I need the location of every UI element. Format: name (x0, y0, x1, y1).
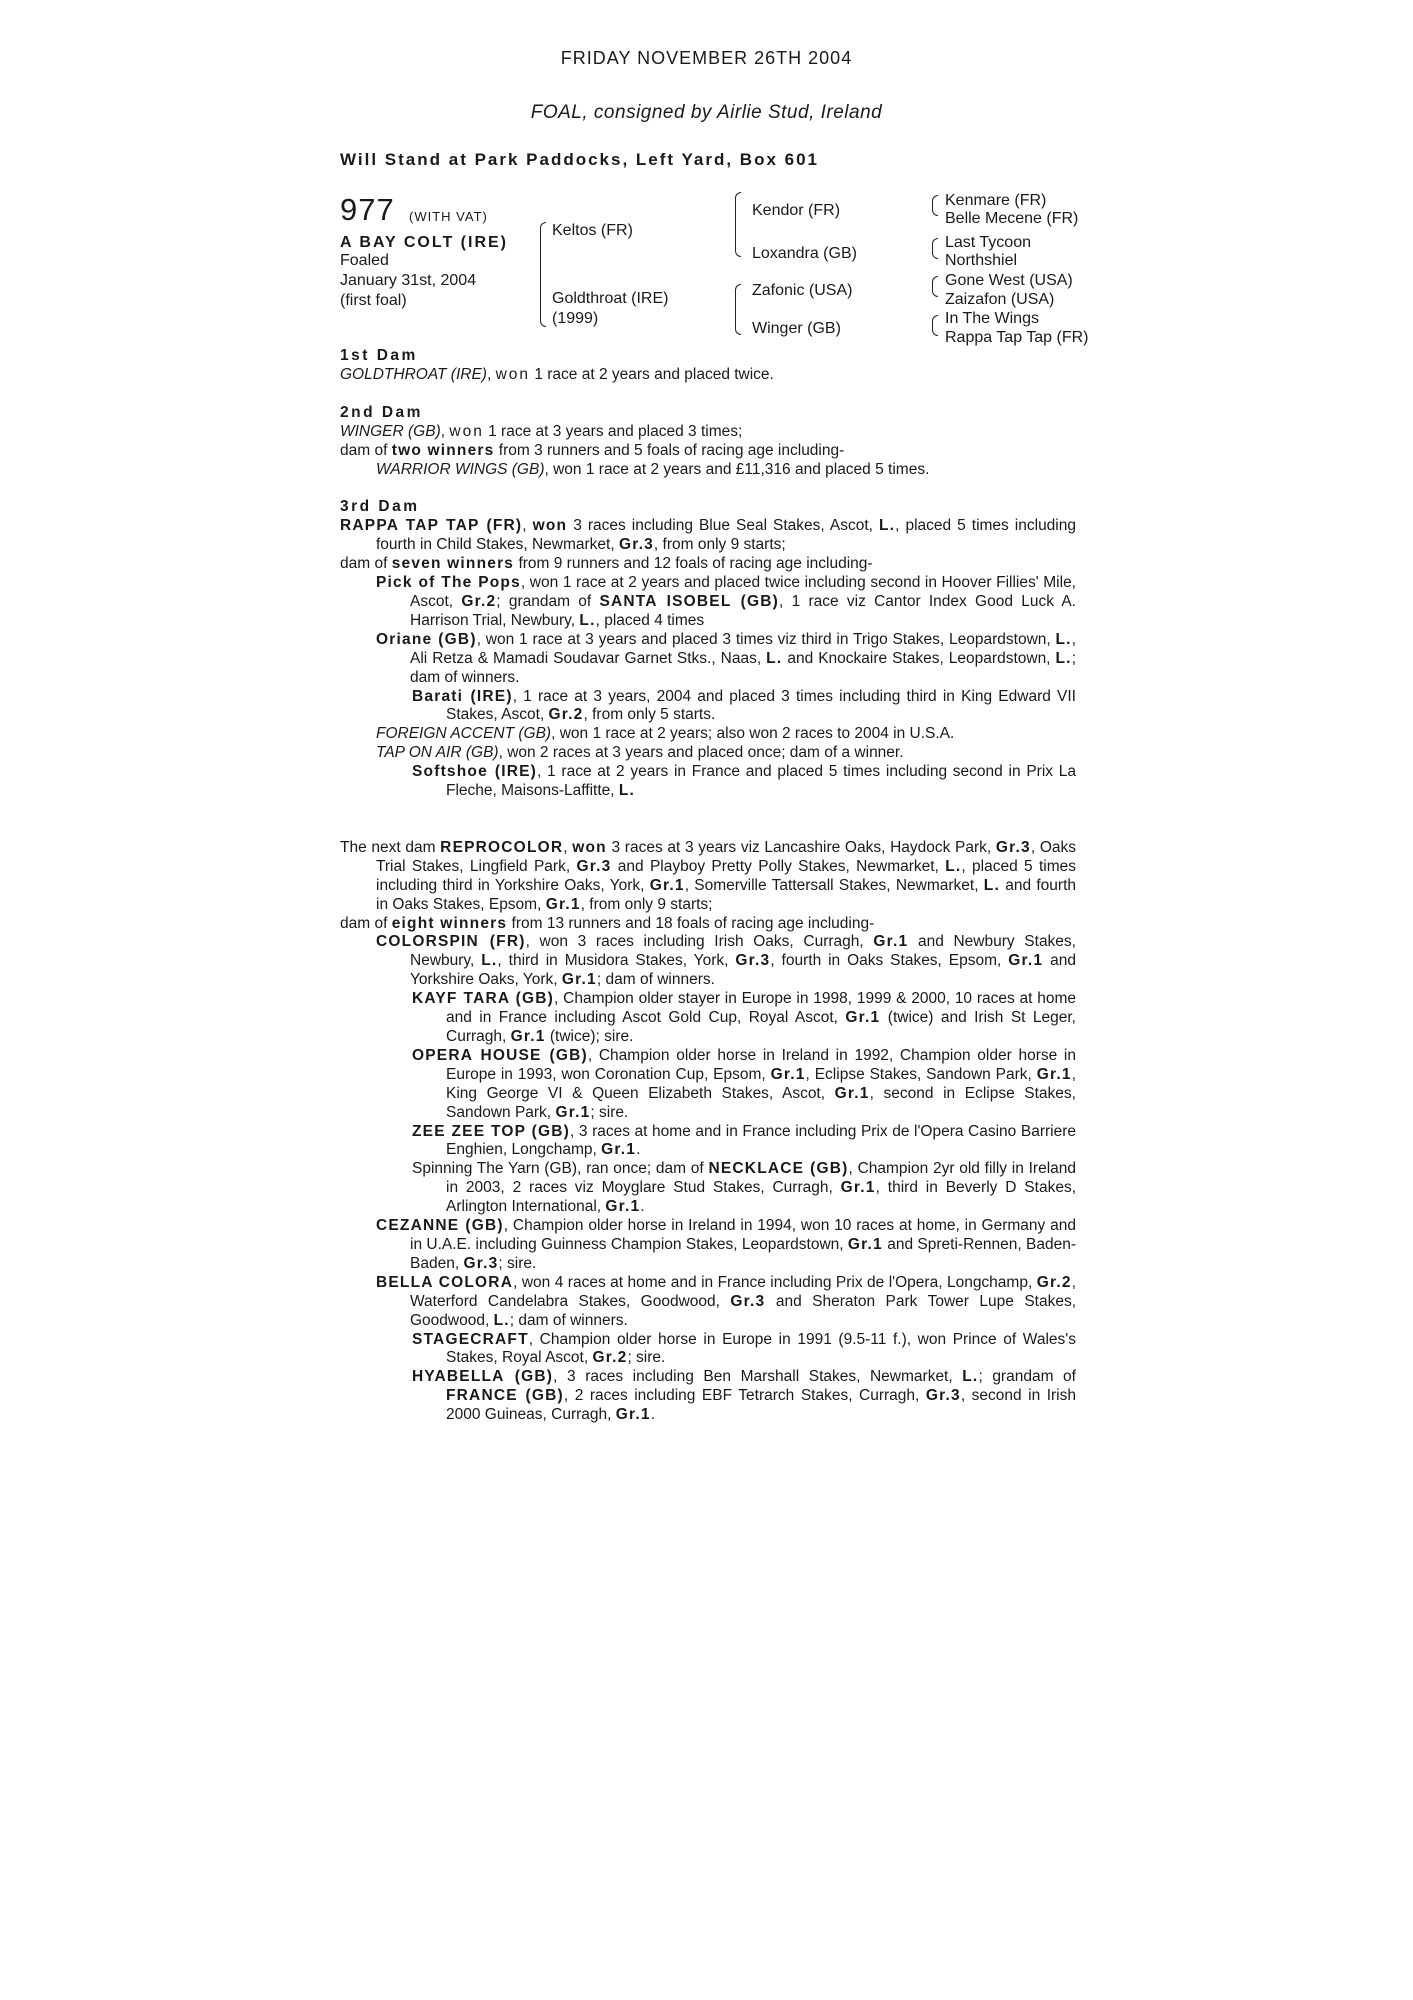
produce-name: CEZANNE (GB) (376, 1217, 504, 1235)
grade: L. (878, 517, 896, 535)
grade: Gr.1 (840, 1179, 876, 1197)
grade: Gr.1 (545, 895, 581, 913)
text: , third in Beverly D Stakes, Arlington International, (446, 1179, 1076, 1216)
vat-label: (WITH VAT) (409, 209, 488, 224)
next-dam-produce-summary (340, 915, 1076, 934)
sire-dam-name: Loxandra (GB) (752, 245, 857, 262)
grade: Gr.3 (735, 952, 771, 970)
produce-name: FRANCE (GB) (446, 1387, 564, 1405)
pedigree-brace (932, 205, 938, 216)
text: 3 races at 3 years viz Lancashire Oaks, Haydock Park, (606, 838, 996, 856)
ancestor-2: Belle Mecene (FR) (945, 210, 1079, 227)
dam-sire-name: Zafonic (USA) (752, 282, 853, 299)
produce-name: NECKLACE (GB) (708, 1160, 849, 1178)
third-dam-produce-summary (340, 555, 1076, 574)
text: and Spreti-Rennen, Baden-Baden, (410, 1235, 1076, 1272)
entry-text: 1 race at 3 years and placed 3 times; (483, 422, 743, 440)
text: , Oaks Trial Stakes, Lingfield Park, (376, 838, 1077, 875)
dam-name: REPROCOLOR (440, 838, 564, 856)
produce-name: Softshoe (IRE) (412, 763, 538, 781)
produce-entry (376, 1273, 1077, 1331)
second-dam-produce-summary (340, 442, 1076, 461)
produce-name: STAGECRAFT (412, 1330, 529, 1348)
text: and Playboy Pretty Polly Stakes, Newmarket, (611, 857, 946, 875)
text: ; grandam of (978, 1368, 1076, 1386)
text: . (636, 1141, 641, 1159)
text: , from only 9 starts; (580, 895, 713, 913)
pedigree-brace (932, 248, 938, 259)
grade: Gr.1 (1036, 1065, 1072, 1083)
text: , won 4 races at home and in France including Prix de l'Opera, Longchamp, (513, 1273, 1037, 1291)
text: from 9 runners and 12 foals of racing age including- (514, 555, 873, 573)
text: , won 2 races at 3 years and placed once; dam of a winner. (498, 744, 904, 762)
text: and Knockaire Stakes, Leopardstown, (782, 649, 1056, 667)
produce-name: Barati (IRE) (412, 687, 513, 705)
text: . (650, 1406, 656, 1424)
text: dam of (340, 914, 392, 932)
dam-name: RAPPA TAP TAP (FR) (340, 517, 523, 535)
grade: Gr.3 (463, 1254, 499, 1272)
second-dam-heading: 2nd Dam (340, 403, 423, 421)
text: , 3 races including Ben Marshall Stakes, Newmarket, (553, 1368, 963, 1386)
pedigree-brace (735, 220, 741, 257)
grade: L. (983, 876, 1000, 894)
text: Spinning The Yarn (GB), ran once; dam of (412, 1160, 709, 1178)
text: (twice) and Irish St Leger, Curragh, (446, 1009, 1076, 1045)
text: , won 1 race at 2 years and £11,316 and placed 5 times. (544, 460, 930, 478)
produce-name: HYABELLA (GB) (412, 1368, 554, 1386)
grade: Gr.3 (730, 1292, 766, 1310)
text: , won 1 race at 2 years; also won 2 races to 2004 in U.S.A. (551, 725, 955, 743)
text: , won 1 race at 2 years and placed twice including second in Hoover Fillies' Mile, Ascot, (410, 574, 1076, 610)
grade: Gr.1 (510, 1028, 546, 1045)
grade: L. (493, 1311, 510, 1329)
grade: Gr.1 (649, 876, 685, 894)
text: , third in Musidora Stakes, York, (497, 952, 736, 970)
grade: Gr.1 (847, 1235, 883, 1253)
produce-entry (412, 990, 1076, 1047)
grade: Gr.1 (834, 1084, 870, 1102)
grade: Gr.2 (592, 1349, 628, 1367)
dam-name: WINGER (GB) (340, 422, 441, 440)
sire-sire-name: Kendor (FR) (752, 202, 841, 219)
produce-name: SANTA ISOBEL (GB) (599, 592, 780, 610)
winners-count: seven winners (391, 555, 515, 573)
text: from 13 runners and 18 foals of racing age including- (507, 914, 875, 932)
third-dam-entry: RAPPA TAP TAP (FR), won 3 races including Blue Seal Stakes, Ascot, L., placed 5 times including fourth in Child Stakes, Newmarket, Gr.3, from only 9 starts; (340, 517, 1076, 554)
text: , from only 9 starts; (653, 536, 786, 554)
text: , Champion older horse in Ireland in 1994, won 10 races at home, in Germany and in U.A.E. including Guinness Champion Stakes, Leopardstown, (410, 1217, 1076, 1253)
produce-name: ZEE ZEE TOP (GB) (412, 1122, 571, 1140)
pedigree-brace (735, 304, 741, 335)
ancestor-1: Kenmare (FR) (945, 192, 1047, 209)
dam-name: GOLDTHROAT (IRE) (340, 365, 487, 383)
text: , from only 5 starts. (583, 706, 716, 724)
text: and fourth in Oaks Stakes, Epsom, (376, 876, 1077, 913)
sire-name: Keltos (FR) (552, 222, 633, 239)
grade: Gr.2 (461, 592, 497, 610)
text: ; dam of winners. (509, 1311, 628, 1329)
produce-entry (376, 725, 1076, 744)
produce-name: OPERA HOUSE (GB) (412, 1046, 588, 1064)
text: , Champion older horse in Europe in 1991 (9.5-11 f.), won Prince of Wales's Stakes, Royal Ascot, (446, 1330, 1076, 1367)
ancestor-7: In The Wings (945, 310, 1039, 327)
text: , Ali Retza & Mamadi Soudavar Garnet Stks., Naas, (410, 630, 1076, 667)
stable-location: Will Stand at Park Paddocks, Left Yard, Box 601 (340, 150, 819, 169)
produce-entry (412, 1160, 1077, 1217)
text: , 3 races at home and in France including Prix de l'Opera Casino Barriere Enghien, Longchamp, (446, 1122, 1076, 1159)
produce-entry (412, 763, 1076, 801)
produce-name: BELLA COLORA (376, 1273, 514, 1291)
pedigree-brace (932, 286, 938, 297)
text: , King George VI & Queen Elizabeth Stakes, Ascot, (446, 1065, 1076, 1102)
produce-entry (376, 574, 1076, 631)
ancestor-3: Last Tycoon (945, 234, 1031, 251)
text: , Eclipse Stakes, Sandown Park, (805, 1065, 1037, 1083)
won-word: won (532, 517, 568, 535)
second-dam-entry: WINGER (GB), won 1 race at 3 years and placed 3 times; (340, 422, 743, 440)
text: and Newbury Stakes, Newbury, (410, 933, 1076, 970)
grade: L. (766, 649, 783, 667)
produce-name: FOREIGN ACCENT (GB) (376, 725, 552, 743)
text: , Champion older stayer in Europe in 1998, 1999 & 2000, 10 races at home and in France including Ascot Gold Cup, Royal Ascot, (446, 990, 1076, 1027)
produce-name: WARRIOR WINGS (GB) (376, 460, 545, 478)
text: (twice); sire. (545, 1028, 634, 1045)
grade: L. (481, 952, 498, 970)
pedigree-brace (735, 284, 741, 305)
ancestor-4: Northshiel (945, 252, 1018, 269)
sale-date: FRIDAY NOVEMBER 26TH 2004 (560, 48, 853, 68)
produce-entry (412, 1330, 1076, 1369)
produce-name: TAP ON AIR (GB) (376, 744, 499, 762)
grade: Gr.3 (618, 536, 654, 554)
grade: Gr.3 (925, 1387, 961, 1405)
first-dam-heading: 1st Dam (340, 347, 418, 364)
dam-line-text (340, 347, 1076, 1425)
grade: Gr.3 (995, 838, 1031, 856)
produce-entry (376, 744, 1076, 763)
text: , 2 races including EBF Tetrarch Stakes, Curragh, (563, 1387, 926, 1405)
lot-number: 977 (340, 192, 395, 227)
grade: Gr.3 (576, 857, 612, 875)
text: ; grandam of (496, 592, 600, 610)
text: , placed 5 times including third in Yorkshire Oaks, York, (376, 857, 1077, 894)
grade: L. (1055, 630, 1072, 648)
produce-entry (412, 687, 1076, 726)
grade: Gr.1 (845, 1009, 881, 1027)
text: ; sire. (498, 1254, 537, 1272)
text: , second in Irish 2000 Guineas, Curragh, (446, 1387, 1076, 1424)
winners-count: eight winners (391, 914, 508, 932)
grade: Gr.2 (548, 706, 584, 724)
grade: Gr.1 (605, 1198, 641, 1216)
text: and Sheraton Park Tower Lupe Stakes, Goodwood, (410, 1292, 1077, 1329)
winners-count: two winners (391, 441, 495, 459)
text: ; dam of winners. (410, 649, 1076, 686)
won-word: won (572, 838, 607, 856)
ancestor-8: Rappa Tap Tap (FR) (945, 329, 1089, 346)
pedigree-brace (932, 325, 938, 336)
text: , 1 race at 3 years, 2004 and placed 3 times including third in King Edward VII Stakes, Ascot, (446, 687, 1076, 724)
text: dam of (340, 555, 392, 573)
text: , Waterford Candelabra Stakes, Goodwood, (410, 1273, 1076, 1310)
produce-entry (376, 460, 1076, 480)
text: , second in Eclipse Stakes, Sandown Park, (446, 1084, 1076, 1121)
pedigree-brace (540, 222, 546, 275)
grade: L. (962, 1368, 979, 1386)
text: , 1 race viz Cantor Index Good Luck A. Harrison Trial, Newbury, (410, 592, 1076, 629)
pedigree-brace (735, 192, 741, 221)
text: dam of (340, 441, 392, 459)
produce-entry (376, 630, 1076, 688)
text: 3 races including Blue Seal Stakes, Ascot, (567, 517, 879, 535)
third-dam-heading: 3rd Dam (340, 498, 420, 516)
entry-text: 1 race at 2 years and placed twice. (530, 365, 774, 383)
produce-name: Oriane (GB) (376, 630, 477, 648)
text: ; sire. (627, 1349, 666, 1367)
grade: Gr.1 (555, 1103, 591, 1121)
first-dam-entry: GOLDTHROAT (IRE), won 1 race at 2 years and placed twice. (340, 365, 774, 383)
grade: Gr.2 (1036, 1273, 1072, 1291)
text: , won 3 races including Irish Oaks, Curragh, (525, 933, 874, 951)
produce-entry (412, 1122, 1076, 1161)
text: , placed 4 times (595, 611, 705, 629)
text: , placed 5 times including fourth in Child Stakes, Newmarket, (376, 517, 1076, 554)
text: , 1 race at 2 years in France and placed 5 times including second in Prix La Fleche, Maisons-Laffitte, (446, 763, 1076, 800)
grade: L. (579, 611, 596, 629)
produce-entry (412, 1368, 1076, 1425)
foaled-label: Foaled (340, 252, 389, 269)
text: , Somerville Tattersall Stakes, Newmarket, (684, 876, 984, 894)
dam-name: Goldthroat (IRE) (552, 290, 669, 307)
won-word: won (449, 422, 484, 440)
grade: Gr.1 (615, 1406, 651, 1424)
pedigree-brace (540, 274, 546, 327)
text: , Champion older horse in Ireland in 1992, Champion older horse in Europe in 1993, won Coronation Cup, Epsom, (446, 1046, 1076, 1083)
horse-name: A BAY COLT (IRE) (340, 234, 509, 251)
first-foal-note: (first foal) (340, 292, 407, 309)
grade: Gr.1 (561, 971, 597, 989)
text: The next dam (340, 838, 441, 856)
next-dam-entry: The next dam REPROCOLOR, won 3 races at 3 years viz Lancashire Oaks, Haydock Park, Gr.3, Oaks Trial Stakes, Lingfield Park, Gr.3 and Playboy Pretty Polly Stakes, Newmarket, L., placed 5 times including third in Yorkshire Oaks, York, Gr.1, Somerville Tattersall Stakes, Newmarket, L. and fourth in Oaks Stakes, Epsom, Gr.1, from only 9 starts; (340, 838, 1077, 913)
grade: L. (945, 857, 962, 875)
text: from 3 runners and 5 foals of racing age including- (494, 441, 845, 459)
grade: L. (1055, 649, 1072, 667)
produce-name: Pick of The Pops (376, 574, 521, 592)
foaled-date: January 31st, 2004 (340, 272, 477, 289)
grade: Gr.1 (873, 933, 909, 951)
text: ; dam of winners. (596, 971, 715, 989)
ancestor-6: Zaizafon (USA) (945, 291, 1055, 308)
text: and Yorkshire Oaks, York, (410, 952, 1076, 989)
grade: Gr.1 (770, 1065, 806, 1083)
text: , Champion 2yr old filly in Ireland in 2003, 2 races viz Moyglare Stud Stakes, Curragh, (446, 1160, 1077, 1197)
dam-dam-name: Winger (GB) (752, 320, 841, 337)
text: ; sire. (590, 1103, 629, 1121)
consignment-line: FOAL, consigned by Airlie Stud, Ireland (530, 102, 883, 123)
produce-entry (376, 933, 1076, 990)
won-word: won (495, 365, 531, 383)
grade: Gr.1 (601, 1141, 637, 1159)
produce-name: COLORSPIN (FR) (376, 933, 526, 951)
produce-entry (376, 1217, 1076, 1274)
grade: Gr.1 (1008, 952, 1044, 970)
ancestor-5: Gone West (USA) (945, 272, 1073, 289)
dam-year: (1999) (552, 310, 599, 327)
text: , fourth in Oaks Stakes, Epsom, (770, 952, 1009, 970)
text: , won 1 race at 3 years and placed 3 times viz third in Trigo Stakes, Leopardstown, (476, 630, 1056, 648)
produce-name: KAYF TARA (GB) (412, 990, 555, 1008)
produce-entry (412, 1046, 1076, 1123)
text: . (640, 1198, 645, 1216)
grade: L. (618, 782, 636, 800)
